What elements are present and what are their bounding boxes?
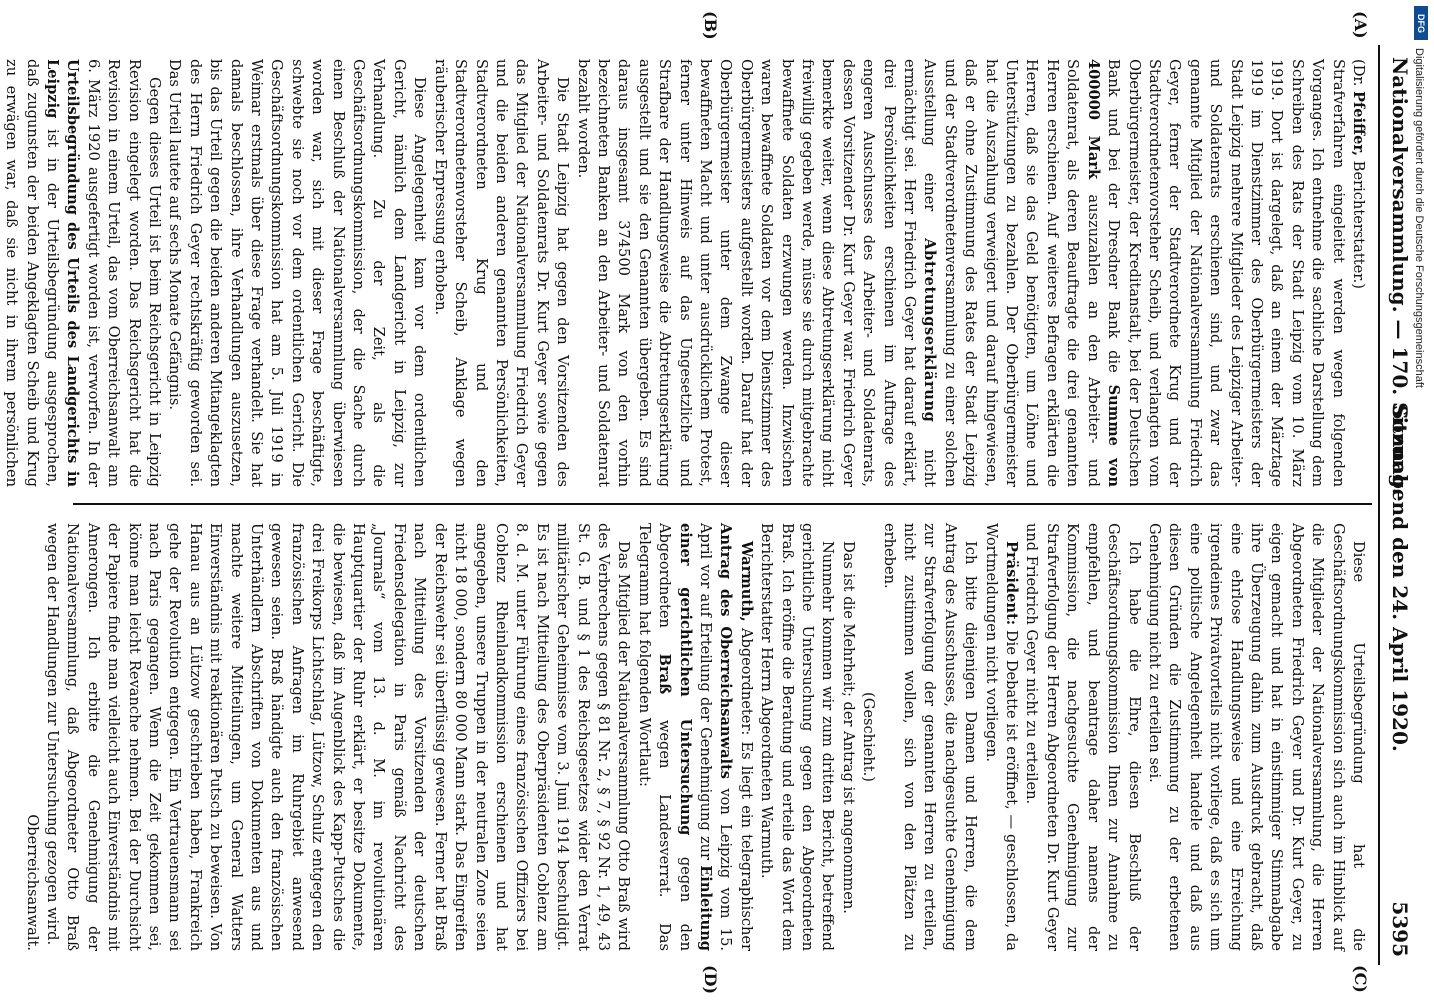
- text-run: von Leipzig vom 15. April vor auf Erteilung der Genehmigung zur: [697, 523, 735, 951]
- dfg-logo: DFG: [1414, 6, 1428, 40]
- paragraph: [633, 523, 755, 951]
- text-run: ist in der Urteilsbegründung ausgesprochen, daß zugunsten der beiden Angeklagten Scheib und Krug zu erwägen war, daß sie nicht in ihrem persönlichen: [3, 59, 61, 488]
- paragraph: Ich habe die Ehre, diesen Beschluß der Geschäftsordnungskommission Ihnen zur Annahme zu empfehlen, und beantrage daher namens der Kommission, die nachgesuchte Genehmigung zur Strafverfolgung der Herren Abgeordneten Dr. Kurt Geyer und Friedrich Geyer nicht zu erteilen.: [1023, 523, 1143, 951]
- paragraph: Die Stadt Leipzig hat gegen den Vorsitzenden des Arbeiter- und Soldatenrats Dr. Kurt Geyer sowie gegen das Mitglied der Nationalversammlung Friedrich Geyer und die beiden anderen genannten Persönlichkeiten, Stadtverordneten Krug und den Stadtverordnetenvorsteher Scheib, Anklage wegen räuberischer Erpressung erhoben.: [431, 59, 572, 487]
- margin-marker-a: (A): [1351, 11, 1370, 39]
- digitization-note: Digitalisierung gefördert durch die Deutsche Forschungsgemeinschaft: [1413, 48, 1425, 388]
- bold-text: Summe von 400000 Mark: [1084, 59, 1123, 488]
- speaker-role: Berichterstatter.): [1350, 160, 1367, 289]
- right-column: [21, 523, 1368, 951]
- header-date: Sonnabend den 24. April 1920.: [1388, 405, 1412, 752]
- page-number: 5395: [1388, 901, 1412, 957]
- text-run: Gegen dieses Urteil ist beim Reichsgericht in Leipzig Revision eingelegt worden. Das Reichsgericht hat die Revision in einem Urteil, das vom Oberreichsanwalt am 6. März 1920 ausgefertigt worden ist, verworfen. In der: [84, 59, 164, 487]
- speaker-role: Abgeordneter:: [737, 627, 755, 736]
- text-run: Es liegt ein telegraphischer: [737, 741, 755, 952]
- header-left: Nationalversammlung. — 170. Sitzung.: [1388, 57, 1412, 495]
- paragraph: (Dr. Pfeiffer, Berichterstatter.): [1350, 59, 1367, 289]
- bold-text: Abtretungserklärung: [921, 238, 939, 423]
- signature: Oberreichsanwalt.: [23, 814, 41, 951]
- paragraph: Nunmehr kommen wir zum dritten Bericht, betreffend gerichtliche Untersuchung gegen den Abgeordneten Braß. Ich eröffne die Beratung und erteile das Wort dem Berichterstatter Herrn Abgeordneten Warmuth.: [758, 523, 837, 951]
- margin-marker-d: (D): [701, 965, 720, 995]
- text-run: gegen den Abgeordneten: [656, 523, 694, 952]
- paragraph: Diese Urteilsbegründung hat die Geschäftsordnungskommission sich auch im Hinblick auf die Mitglieder der Nationalversammlung, die Herren Abgeordneten Friedrich Geyer und Dr. Kurt Geyer, zu eigen gemacht und hat in einstimmiger Stimmabgabe ihre Überzeugung dahin zum Ausdruck gebracht, daß eine ehrlose Handlungsweise und eine Erreichung irgendeines Privatvorteils nicht vorliege, daß es sich um eine politische Angelegenheit handele und daß aus diesen Gründen die Zustimmung zu der erbetenen Genehmigung nicht zu erteilen sei.: [1145, 523, 1367, 951]
- text-run: auszuzahlen an den Arbeiter- und Soldatenrat, als deren Beauftragte die drei genannten Herren erschienen. Auf weiteres Befragen erklärten die Herren, daß sie das Geld benötigten, um Löhne und Unterstützungen zu bezahlen. Der Oberbürgermeister hat die Auszahlung verweigert und darauf hingewiesen, daß er ohne Zustimmung des Rates der Stadt Leipzig und der Stadtverordnetenversammlung zu einer solchen Ausstellung einer: [921, 59, 1102, 487]
- speaker-name: Pfeiffer,: [1350, 91, 1367, 157]
- margin-marker-b: (B): [701, 11, 720, 40]
- margin-marker-c: (C): [1351, 965, 1370, 993]
- paragraph: Das ist die Mehrheit; der Antrag ist angenommen.: [839, 541, 857, 914]
- column-divider: [73, 503, 1372, 505]
- bold-text: Einleitung einer gerichtlichen Untersuchung: [676, 523, 714, 952]
- paragraph: Diese Angelegenheit kam vor dem ordentlichen Gericht, nämlich dem Landgericht in Leipzig, zur Verhandlung. Zu der Zeit, als die Geschäftsordnungskommission, der die Sache durch einen Beschluß der Nationalversammlung überwiesen worden war, sich mit dieser Frage beschäftigte, schwebte sie noch vor dem ordentlichen Gericht. Die Geschäftsordnungskommission hat am 5. Juli 1919 in Weimar erstmals über diese Frage verhandelt. Sie hat damals beschlossen, ihre Verhandlungen auszusetzen, bis das Urteil gegen die beiden anderen Mitangeklagten des Herrn Friedrich Geyer rechtskräftig geworden sei. Das Urteil lautete auf sechs Monate Gefängnis.: [166, 59, 429, 487]
- paragraph: Ich bitte diejenigen Damen und Herren, die dem Antrag des Ausschusses, die nachgesuchte Genehmigung zur Strafverfolgung der genannten Herren zu erteilen, nicht zustimmen wollen, sich von den Plätzen zu erheben.: [880, 523, 980, 951]
- text-run: nicht ermächtigt sei. Herr Friedrich Geyer hat darauf erklärt, drei Persönlichkeiten erschienen im Auftrage des engeren Ausschusses des Arbeiter- und Soldatenrats, dessen Vorsitzender Dr. Kurt Geyer war. Friedrich Geyer bemerkte weiter, wenn diese Abtretungserklärung nicht freiwillig gegeben werde, müsse sie durch mitgebrachte bewaffnete Soldaten erzwungen werden. Inzwischen waren bewaffnete Soldaten vor dem Dienstzimmer des Oberbürgermeisters aufgestellt worden. Darauf hat der Oberbürgermeister unter dem Zwange dieser bewaffneten Macht und unter ausdrücklichem Protest, ferner unter Hinweis auf das Ungesetzliche und Strafbare der Handlungsweise die Abtretungserklärung ausgestellt und sie den Genannten übergeben. Es sind daraus insgesamt 374500 Mark von den vorhin bezeichneten Banken an den Arbeiter- und Soldatenrat bezahlt worden.: [574, 59, 939, 487]
- speaker-label: Warmuth,: [737, 541, 755, 622]
- bold-text: des Urteils des Landgerichts in Leipzig: [44, 59, 82, 487]
- stage-direction: (Geschieht.): [860, 692, 878, 782]
- rotated-scan: [3, 11, 1420, 995]
- paragraph: [980, 523, 1021, 951]
- text-run: wegen Landesverrat. Das Telegramm hat folgenden Wortlaut:: [635, 523, 674, 951]
- document-page: [3, 11, 1420, 995]
- left-column: [0, 59, 1368, 487]
- bold-text: Urteilsbegründung: [64, 59, 82, 215]
- text-run: Strafverfahren eingeleitet werden wegen folgenden Vorganges. Ich entnehme die sachliche Darstellung dem Schreiben des Rats der Stadt Leipzig vom 10. März 1919. Dort ist dargelegt, daß an einem der Märztage 1919 im Dienstzimmer des Oberbürgermeisters der Stadt Leipzig mehrere Mitglieder des Leipziger Arbeiter- und Soldatenrats erschienen sind, und zwar das genannte Mitglied der Nationalversammlung Friedrich Geyer, ferner der Stadtverordnete Krug und der Stadtverordnetenvorsteher Scheib, und verlangten vom Oberbürgermeister, der Kreditanstalt, bei der Deutschen Bank und bei der Dresdner Bank die: [1105, 59, 1347, 487]
- speaker-label: Präsident:: [1003, 541, 1021, 626]
- paragraph: Das Mitglied der Nationalversammlung Otto Braß wird des Verbrechens gegen § 81 Nr. 2, § 7, § 92 Nr. 1, 49, 43 St. G. B. und § 1 des Reichsgesetzes wider den Verrat militärischer Geheimnisse vom 3. Juni 1914 beschuldigt. Es ist nach Mitteilung des Oberpräsidenten Coblenz am 8. d. M. unter Führung eines französischen Offiziers bei Coblenz Rheinlandkommission erschienen und hat angegeben, unsere Truppen in der neutralen Zone seien nicht 18 000, sondern 80 000 Mann stark. Das Eingreifen der Reichswehr sei überflüssig gewesen. Ferner hat Braß nach Mitteilung des Vorsitzenden der deutschen Friedensdelegation in Paris gemäß Nachricht des „Journals“ vom 13. d. M. im revolutionären Hauptquartier der Ruhr erklärt, er besitze Dokumente, die bewiesen, daß im Augenblick des Kapp-Putsches die drei Freikorps Lichtschlag, Lützow, Schulz entgegen den französischen Anfragen im Ruhrgebiet anwesend gewesen seien. Braß händigte auch den französischen Unterhändlern Abschriften von Dokumenten aus und machte weitere Mitteilungen, um General Watters Einverständnis mit reaktionären Putsch zu beweisen. Von Hanau aus an Lützow geschrieben haben, Frankreich gehe der Revolution entgegen. Ein Vertrauensmann sei nach Paris gegangen. Wenn die Zeit gekommen sei, könne man leicht Revanche nehmen. Bei der Durchsicht der Papiere finde man vielleicht auch Einverständnis mit Amerongen. Ich erbitte die Genehmigung der Nationalversammlung, daß Abgeordneter Otto Braß wegen der Handlungen zur Untersuchung gezogen wird.: [44, 523, 633, 951]
- paragraph: [572, 59, 1347, 487]
- paragraph: [0, 59, 164, 487]
- bold-text: Braß: [656, 653, 674, 695]
- text-run: Die Debatte ist eröffnet, — geschlossen, da Wortmeldungen nicht vorliegen.: [982, 523, 1021, 952]
- bold-text: Antrag des Oberreichsanwalts: [717, 523, 735, 780]
